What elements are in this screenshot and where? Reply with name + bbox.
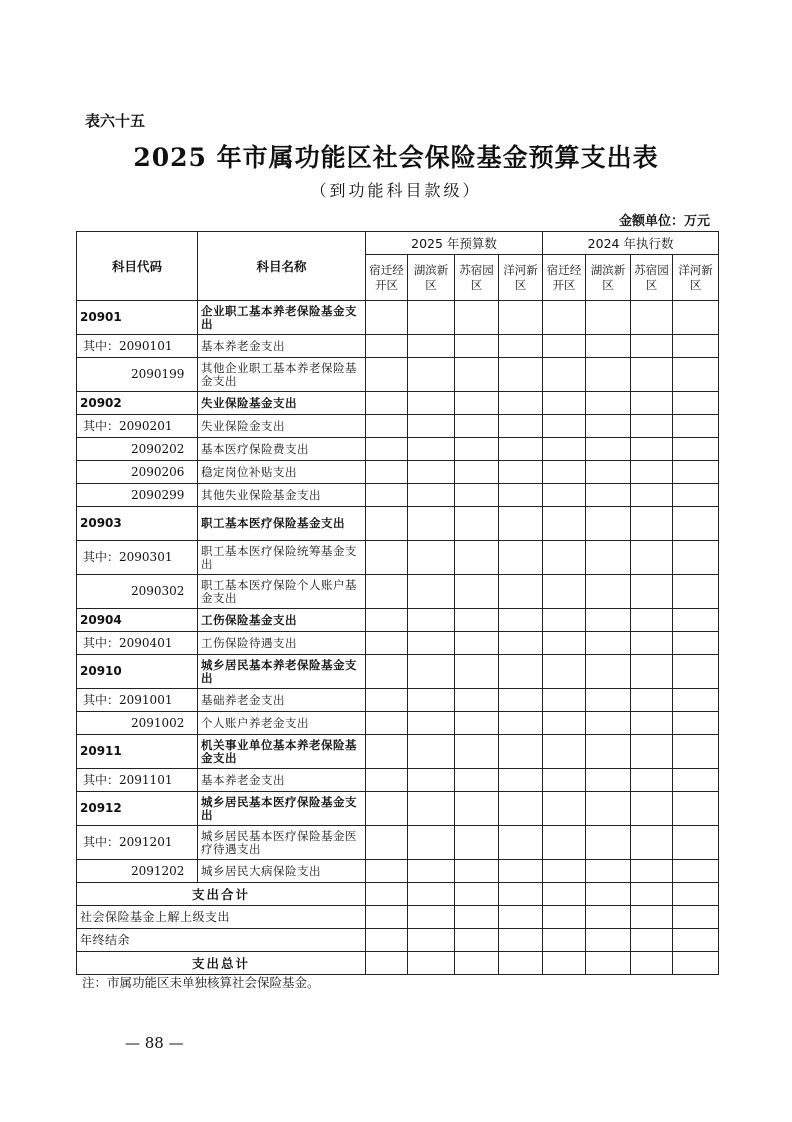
amount-cell (455, 655, 499, 689)
subject-code (77, 415, 198, 438)
amount-cell (586, 792, 631, 826)
amount-cell (408, 507, 455, 541)
subject-code (77, 541, 198, 575)
amount-cell (455, 484, 499, 507)
table-row (77, 689, 719, 712)
header-col-yanghe-2025: 洋河新区 (499, 255, 543, 301)
table-row (77, 484, 719, 507)
amount-cell (543, 358, 586, 392)
table-row (77, 358, 719, 392)
subject-code-prefix: 其中： (83, 835, 120, 849)
amount-cell (499, 301, 543, 335)
amount-cell (673, 609, 719, 632)
amount-cell (499, 484, 543, 507)
amount-cell (408, 301, 455, 335)
page-subtitle: （到功能科目款级） (310, 181, 482, 200)
amount-cell (673, 484, 719, 507)
amount-cell (631, 301, 673, 335)
subtotal-label: 支出合计 (77, 883, 366, 906)
table-row (77, 335, 719, 358)
subject-code (77, 769, 198, 792)
amount-cell (499, 689, 543, 712)
amount-cell (543, 301, 586, 335)
subject-name: 城乡居民大病保险支出 (198, 860, 366, 883)
amount-cell (455, 335, 499, 358)
amount-cell (543, 689, 586, 712)
amount-cell (631, 826, 673, 860)
table-row (77, 769, 719, 792)
subject-code (77, 335, 198, 358)
table-row-balance (77, 929, 719, 952)
amount-cell (455, 735, 499, 769)
amount-cell (673, 575, 719, 609)
subject-code: 2090302 (77, 575, 198, 609)
subject-name: 基本医疗保险费支出 (198, 438, 366, 461)
amount-cell (586, 415, 631, 438)
table-row (77, 632, 719, 655)
amount-cell (543, 507, 586, 541)
amount-cell (408, 792, 455, 826)
amount-cell (408, 392, 455, 415)
amount-cell (673, 541, 719, 575)
amount-cell (499, 712, 543, 735)
amount-cell (673, 415, 719, 438)
amount-cell (586, 769, 631, 792)
amount-cell (631, 507, 673, 541)
amount-cell (408, 689, 455, 712)
transfer-label: 社会保险基金上解上级支出 (77, 906, 366, 929)
amount-cell (673, 335, 719, 358)
amount-cell (499, 415, 543, 438)
amount-cell (408, 609, 455, 632)
amount-cell (366, 860, 408, 883)
subject-name: 机关事业单位基本养老保险基金支出 (198, 735, 366, 769)
amount-cell (455, 792, 499, 826)
amount-cell (631, 461, 673, 484)
subject-name: 其他企业职工基本养老保险基金支出 (198, 358, 366, 392)
amount-cell (543, 632, 586, 655)
amount-cell (631, 792, 673, 826)
subject-code: 2091202 (77, 860, 198, 883)
amount-cell (543, 541, 586, 575)
subject-code-value: 2090301 (119, 550, 173, 564)
subject-code: 20901 (77, 301, 198, 335)
amount-cell (499, 826, 543, 860)
amount-cell (455, 507, 499, 541)
subject-name: 职工基本医疗保险基金支出 (198, 507, 366, 541)
amount-cell (631, 735, 673, 769)
amount-cell (586, 335, 631, 358)
header-col-susu-2024: 苏宿园区 (631, 255, 673, 301)
amount-cell (586, 609, 631, 632)
table-row-subtotal (77, 883, 719, 906)
amount-cell (543, 392, 586, 415)
amount-cell (586, 655, 631, 689)
subject-code: 20903 (77, 507, 198, 541)
table-row (77, 301, 719, 335)
amount-cell (408, 769, 455, 792)
subject-code: 2091002 (77, 712, 198, 735)
table-row (77, 461, 719, 484)
amount-cell (673, 358, 719, 392)
amount-cell (543, 438, 586, 461)
amount-cell (366, 769, 408, 792)
header-col-suqian-jingkai-2025: 宿迁经开区 (366, 255, 408, 301)
subject-code (77, 826, 198, 860)
amount-cell (631, 712, 673, 735)
subject-code-prefix: 其中： (83, 338, 120, 353)
amount-cell (673, 769, 719, 792)
amount-cell (586, 358, 631, 392)
amount-cell (366, 735, 408, 769)
amount-cell (586, 541, 631, 575)
subject-code-prefix: 其中： (83, 772, 120, 787)
table-row (77, 860, 719, 883)
amount-cell (455, 415, 499, 438)
amount-cell (673, 655, 719, 689)
amount-cell (366, 609, 408, 632)
table-row (77, 438, 719, 461)
subject-code: 20911 (77, 735, 198, 769)
amount-cell (366, 689, 408, 712)
amount-cell (499, 335, 543, 358)
amount-cell (631, 484, 673, 507)
amount-cell (586, 301, 631, 335)
amount-cell (673, 860, 719, 883)
amount-cell (499, 632, 543, 655)
table-row (77, 575, 719, 609)
subject-code: 2090199 (77, 358, 198, 392)
amount-cell (673, 632, 719, 655)
amount-cell (408, 438, 455, 461)
amount-cell (631, 438, 673, 461)
amount-unit: 金额单位：万元 (618, 214, 710, 229)
table-row (77, 415, 719, 438)
subject-code: 20912 (77, 792, 198, 826)
subject-name: 城乡居民基本医疗保险基金医疗待遇支出 (198, 826, 366, 860)
amount-cell (408, 655, 455, 689)
subject-name: 职工基本医疗保险个人账户基金支出 (198, 575, 366, 609)
amount-cell (586, 712, 631, 735)
amount-cell (455, 461, 499, 484)
subject-name: 基本养老金支出 (198, 335, 366, 358)
amount-cell (499, 438, 543, 461)
table-row-total (77, 952, 719, 975)
subject-code-value: 2090101 (119, 338, 173, 353)
subject-name: 基础养老金支出 (198, 689, 366, 712)
amount-cell (673, 507, 719, 541)
amount-cell (408, 860, 455, 883)
table-row (77, 792, 719, 826)
subject-code-prefix: 其中： (83, 692, 120, 707)
amount-cell (631, 415, 673, 438)
amount-cell (543, 769, 586, 792)
subject-code (77, 689, 198, 712)
table-row (77, 712, 719, 735)
amount-cell (366, 461, 408, 484)
amount-cell (586, 461, 631, 484)
amount-cell (631, 335, 673, 358)
amount-cell (543, 826, 586, 860)
table-row (77, 826, 719, 860)
amount-cell (366, 415, 408, 438)
subject-code-value: 2091101 (119, 772, 173, 787)
amount-cell (586, 484, 631, 507)
table-row (77, 735, 719, 769)
total-label: 支出总计 (77, 952, 366, 975)
amount-cell (673, 438, 719, 461)
amount-cell (499, 392, 543, 415)
amount-cell (543, 792, 586, 826)
amount-cell (499, 507, 543, 541)
table-body (77, 301, 719, 975)
subject-name: 个人账户养老金支出 (198, 712, 366, 735)
amount-cell (586, 438, 631, 461)
subject-code: 2090202 (77, 438, 198, 461)
amount-cell (673, 301, 719, 335)
amount-cell (543, 735, 586, 769)
amount-cell (631, 655, 673, 689)
amount-cell (455, 358, 499, 392)
table-row-transfer (77, 906, 719, 929)
amount-cell (366, 507, 408, 541)
amount-cell (408, 712, 455, 735)
amount-cell (366, 655, 408, 689)
amount-cell (455, 826, 499, 860)
amount-cell (673, 392, 719, 415)
subject-name: 失业保险金支出 (198, 415, 366, 438)
amount-cell (543, 712, 586, 735)
subject-name: 工伤保险待遇支出 (198, 632, 366, 655)
table-row (77, 541, 719, 575)
amount-cell (408, 541, 455, 575)
amount-cell (455, 632, 499, 655)
amount-cell (366, 484, 408, 507)
amount-cell (673, 712, 719, 735)
budget-table (76, 231, 719, 975)
amount-cell (631, 689, 673, 712)
subject-name: 其他失业保险基金支出 (198, 484, 366, 507)
table-row (77, 655, 719, 689)
amount-cell (455, 860, 499, 883)
subject-code-value: 2091201 (119, 835, 173, 849)
page-title: 2025 年市属功能区社会保险基金预算支出表 (133, 143, 659, 172)
subject-code: 20902 (77, 392, 198, 415)
amount-cell (543, 655, 586, 689)
subject-code-prefix: 其中： (83, 418, 120, 433)
header-name: 科目名称 (198, 232, 366, 301)
amount-cell (408, 575, 455, 609)
subject-name: 企业职工基本养老保险基金支出 (198, 301, 366, 335)
subject-name: 城乡居民基本养老保险基金支出 (198, 655, 366, 689)
amount-cell (586, 392, 631, 415)
header-group-2024: 2024 年执行数 (543, 232, 719, 255)
table-row (77, 609, 719, 632)
amount-cell (366, 632, 408, 655)
subject-code (77, 632, 198, 655)
amount-cell (366, 826, 408, 860)
amount-cell (455, 438, 499, 461)
amount-cell (543, 415, 586, 438)
amount-cell (408, 735, 455, 769)
amount-cell (366, 541, 408, 575)
subject-code: 2090206 (77, 461, 198, 484)
amount-cell (499, 609, 543, 632)
subject-code: 20910 (77, 655, 198, 689)
amount-cell (631, 575, 673, 609)
amount-cell (366, 712, 408, 735)
subject-name: 城乡居民基本医疗保险基金支出 (198, 792, 366, 826)
amount-cell (366, 792, 408, 826)
amount-cell (455, 575, 499, 609)
table-row (77, 507, 719, 541)
amount-cell (366, 438, 408, 461)
subject-name: 失业保险基金支出 (198, 392, 366, 415)
table-number: 表六十五 (85, 112, 146, 130)
amount-cell (408, 358, 455, 392)
footnote: 注：市属功能区未单独核算社会保险基金。 (82, 975, 320, 990)
amount-cell (631, 860, 673, 883)
amount-cell (455, 392, 499, 415)
subject-code-value: 2091001 (119, 692, 173, 707)
subject-code: 2090299 (77, 484, 198, 507)
amount-cell (366, 392, 408, 415)
amount-cell (455, 541, 499, 575)
amount-cell (408, 484, 455, 507)
subject-code: 20904 (77, 609, 198, 632)
amount-cell (455, 609, 499, 632)
amount-cell (631, 769, 673, 792)
amount-cell (543, 484, 586, 507)
amount-cell (543, 860, 586, 883)
amount-cell (631, 541, 673, 575)
header-group-2025: 2025 年预算数 (366, 232, 543, 255)
subject-code-value: 2090401 (119, 635, 173, 650)
amount-cell (499, 575, 543, 609)
amount-cell (631, 392, 673, 415)
amount-cell (543, 335, 586, 358)
amount-cell (586, 575, 631, 609)
amount-cell (499, 792, 543, 826)
amount-cell (499, 655, 543, 689)
amount-cell (631, 609, 673, 632)
amount-cell (408, 335, 455, 358)
amount-cell (455, 689, 499, 712)
header-col-yanghe-2024: 洋河新区 (673, 255, 719, 301)
amount-cell (366, 575, 408, 609)
amount-cell (455, 301, 499, 335)
subject-name: 职工基本医疗保险统筹基金支出 (198, 541, 366, 575)
amount-cell (408, 461, 455, 484)
amount-cell (586, 735, 631, 769)
amount-cell (499, 541, 543, 575)
subject-name: 稳定岗位补贴支出 (198, 461, 366, 484)
amount-cell (586, 826, 631, 860)
amount-cell (455, 712, 499, 735)
subject-code-prefix: 其中： (83, 635, 120, 650)
amount-cell (673, 735, 719, 769)
amount-cell (586, 860, 631, 883)
subject-name: 基本养老金支出 (198, 769, 366, 792)
amount-cell (499, 358, 543, 392)
amount-cell (366, 301, 408, 335)
header-col-hubin-2024: 湖滨新区 (586, 255, 631, 301)
amount-cell (673, 792, 719, 826)
amount-cell (543, 575, 586, 609)
amount-cell (499, 735, 543, 769)
amount-cell (499, 860, 543, 883)
amount-cell (455, 769, 499, 792)
amount-cell (408, 415, 455, 438)
header-col-suqian-jingkai-2024: 宿迁经开区 (543, 255, 586, 301)
header-col-susu-2025: 苏宿园区 (455, 255, 499, 301)
amount-cell (673, 826, 719, 860)
header-col-hubin-2025: 湖滨新区 (408, 255, 455, 301)
balance-label: 年终结余 (77, 929, 366, 952)
amount-cell (408, 632, 455, 655)
amount-cell (631, 632, 673, 655)
amount-cell (586, 507, 631, 541)
amount-cell (586, 632, 631, 655)
amount-cell (673, 689, 719, 712)
amount-cell (543, 461, 586, 484)
amount-cell (673, 461, 719, 484)
table-row (77, 392, 719, 415)
subject-code-prefix: 其中： (83, 550, 120, 564)
amount-cell (366, 358, 408, 392)
page-number: — 88 — (125, 1034, 184, 1052)
amount-cell (631, 358, 673, 392)
subject-code-value: 2090201 (119, 418, 173, 433)
amount-cell (366, 335, 408, 358)
amount-cell (586, 689, 631, 712)
amount-cell (499, 769, 543, 792)
amount-cell (499, 461, 543, 484)
amount-cell (543, 609, 586, 632)
subject-name: 工伤保险基金支出 (198, 609, 366, 632)
header-code: 科目代码 (77, 232, 198, 301)
amount-cell (408, 826, 455, 860)
